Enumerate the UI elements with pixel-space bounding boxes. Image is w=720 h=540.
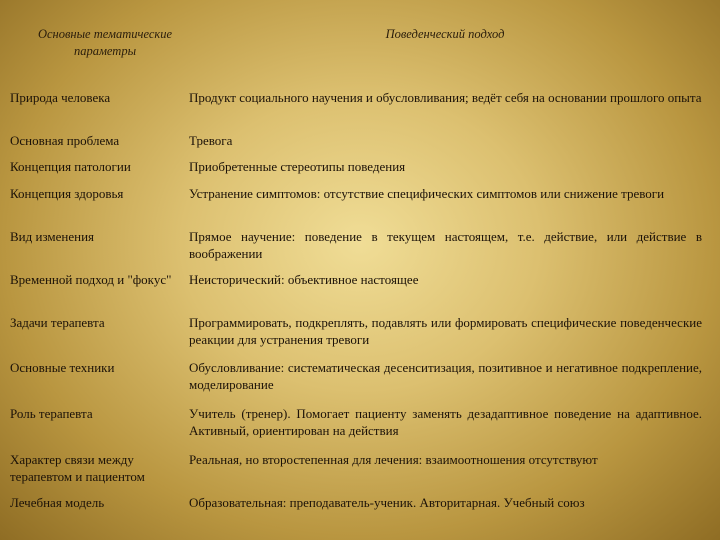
row-value: Неисторический: объективное настоящее (189, 272, 419, 287)
row-value: Обусловливание: систематическая десенситизация, позитивное и негативное подкрепление, моделирование (189, 360, 702, 392)
row-param: Природа человека (10, 90, 111, 105)
row-value: Продукт социального научения и обусловливания; ведёт себя на основании прошлого опыта (189, 90, 702, 105)
row-param: Роль терапевта (10, 406, 93, 421)
row-param: Вид изменения (10, 229, 95, 244)
row-value: Образовательная: преподаватель-ученик. Авторитарная. Учебный союз (189, 495, 585, 510)
row-value: Учитель (тренер). Помогает пациенту заменять дезадаптивное поведение на адаптивное. Активный, ориентирован на действия (189, 406, 702, 438)
row-value: Приобретенные стереотипы поведения (189, 159, 406, 174)
row-value: Устранение симптомов: отсутствие специфических симптомов или снижение тревоги (189, 186, 665, 201)
row-param: Лечебная модель (10, 495, 105, 510)
row-param: Задачи терапевта (10, 315, 105, 330)
row-param: Концепция здоровья (10, 186, 124, 201)
row-param: Основные техники (10, 360, 115, 375)
table-header (0, 26, 720, 80)
row-value: Прямое научение: поведение в текущем настоящем, т.е. действие, или действие в воображении (189, 229, 702, 261)
row-value: Программировать, подкреплять, подавлять или формировать специфические поведенческие реакции для устранения тревоги (189, 315, 702, 347)
header-parameters: Основные тематические параметры (37, 27, 173, 58)
row-param: Временной подход и "фокус" (10, 272, 172, 287)
row-param: Характер связи между терапевтом и пациентом (10, 452, 145, 484)
row-param: Концепция патологии (10, 159, 131, 174)
row-value: Реальная, но второстепенная для лечения: взаимоотношения отсутствуют (189, 452, 598, 467)
row-param: Основная проблема (10, 133, 120, 148)
row-value: Тревога (189, 133, 233, 148)
header-approach: Поведенческий подход (385, 27, 505, 41)
